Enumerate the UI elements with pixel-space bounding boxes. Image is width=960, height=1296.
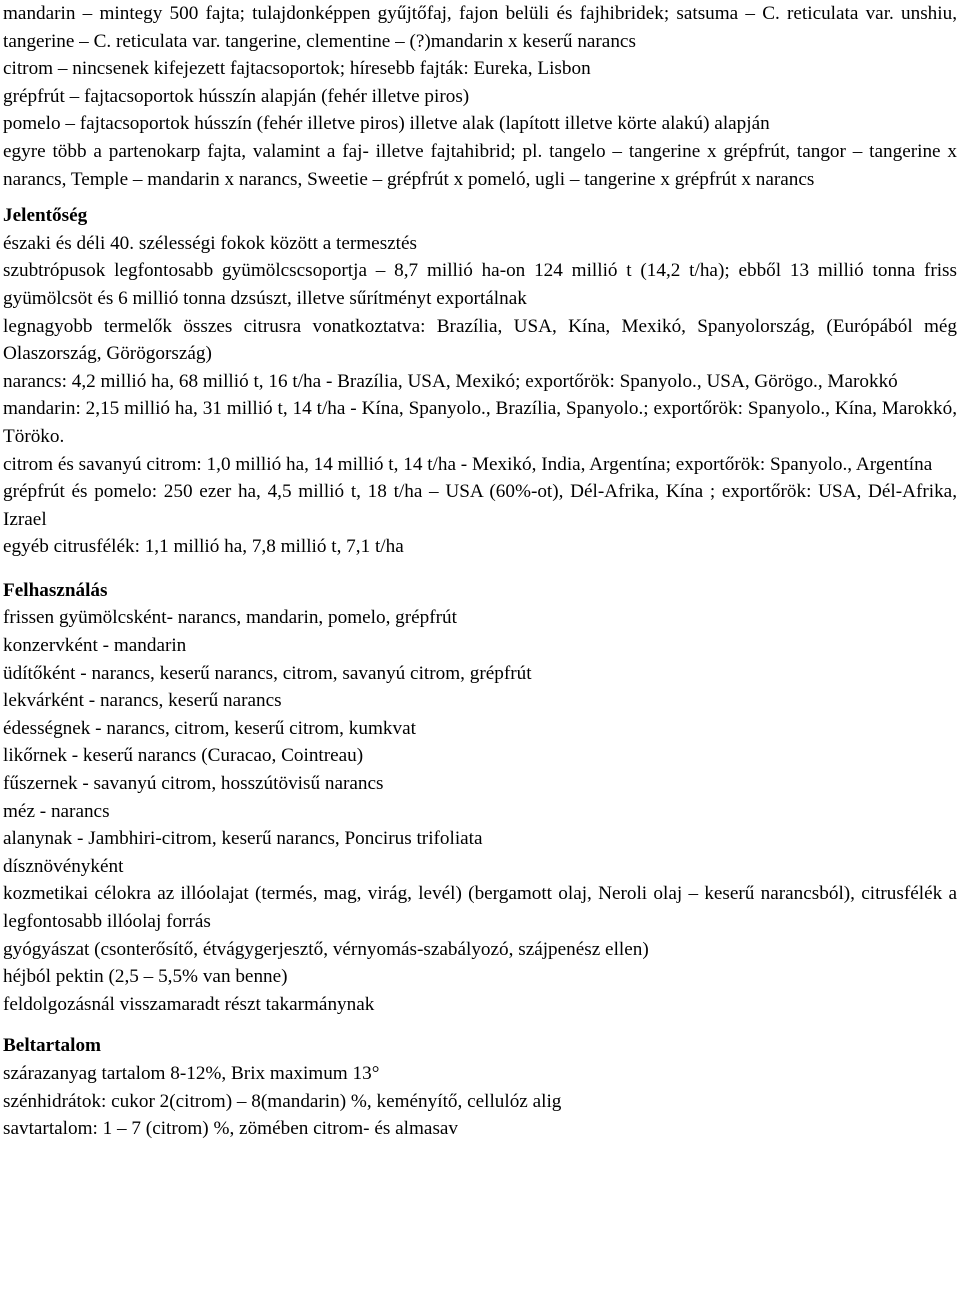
paragraph-egyeb-stats: egyéb citrusfélék: 1,1 millió ha, 7,8 millió t, 7,1 t/ha (3, 536, 404, 558)
paragraph-producers: legnagyobb termelők összes citrusra vonatkoztatva: Brazília, USA, Kína, Mexikó, Spanyolország, (Európából még Olaszország, Görögország) (3, 315, 957, 365)
usage-line: feldolgozásnál visszamaradt részt takarmánynak (3, 993, 375, 1015)
section-felhasznalas (3, 577, 957, 1019)
heading-beltartalom: Beltartalom (3, 1035, 102, 1057)
usage-line: fűszernek - savanyú citrom, hosszútövisű narancs (3, 773, 384, 795)
content-line: savtartalom: 1 – 7 (citrom) %, zömében citrom- és almasav (3, 1118, 459, 1140)
usage-line: méz - narancs (3, 800, 110, 822)
paragraph-citrom: citrom – nincsenek kifejezett fajtacsoportok; híresebb fajták: Eureka, Lisbon (3, 58, 591, 80)
paragraph-subtropics: szubtrópusok legfontosabb gyümölcscsoportja – 8,7 millió ha-on 124 millió t (14,2 t/ha); ebből 13 millió tonna friss gyümölcsöt és 6 millió tonna dzsúszt, illetve sűrítményt exportálnak (3, 260, 957, 309)
content-line: szénhidrátok: cukor 2(citrom) – 8(mandarin) %, keményítő, cellulóz alig (3, 1090, 562, 1112)
paragraph-narancs-stats: narancs: 4,2 millió ha, 68 millió t, 16 t/ha - Brazília, USA, Mexikó; exportőrök: Spanyolo., USA, Görögo., Marokkó (3, 370, 898, 392)
paragraph-grepfrut-stats: grépfrút és pomelo: 250 ezer ha, 4,5 millió t, 18 t/ha – USA (60%-ot), Dél-Afrika, Kína ; exportőrök: USA, Dél-Afrika, Izrael (3, 481, 957, 530)
usage-line: édességnek - narancs, citrom, keserű citrom, kumkvat (3, 717, 416, 739)
usage-line: alanynak - Jambhiri-citrom, keserű narancs, Poncirus trifoliata (3, 828, 483, 850)
paragraph-pomelo: pomelo – fajtacsoportok hússzín (fehér illetve piros) illetve alak (lapított illetve körte alakú) alapján (3, 113, 770, 135)
usage-line: lekvárként - narancs, keserű narancs (3, 690, 282, 712)
paragraph-grepfrut: grépfrút – fajtacsoportok hússzín alapján (fehér illetve piros) (3, 85, 470, 107)
varieties-section (3, 0, 957, 193)
usage-line: kozmetikai célokra az illóolajat (termés, mag, virág, levél) (bergamott olaj, Neroli olaj – keserű narancsból), citrusfélék a legfontosabb illóolaj forrás (3, 883, 957, 932)
paragraph-latitude: északi és déli 40. szélességi fokok között a termesztés (3, 232, 417, 254)
paragraph-mandarin: mandarin – mintegy 500 fajta; tulajdonképpen gyűjtőfaj, fajon belüli és fajhibridek; satsuma – C. reticulata var. unshiu, tangerine – C. reticulata var. tangerine, clementine – (?)mandarin x keserű narancs (3, 3, 957, 52)
usage-line: likőrnek - keserű narancs (Curacao, Cointreau) (3, 745, 364, 767)
usage-line: dísznövényként (3, 855, 124, 877)
content-line: szárazanyag tartalom 8-12%, Brix maximum 13° (3, 1062, 380, 1084)
usage-line: konzervként - mandarin (3, 635, 187, 657)
paragraph-mandarin-stats: mandarin: 2,15 millió ha, 31 millió t, 14 t/ha - Kína, Spanyolo., Brazília, Spanyolo.; exportőrök: Spanyolo., Kína, Marokkó, Töröko. (3, 398, 957, 447)
section-beltartalom (3, 1032, 957, 1142)
paragraph-hybrids: egyre több a partenokarp fajta, valamint a faj- illetve fajtahibrid; pl. tangelo – tangerine x grépfrút, tangor – tangerine x narancs, Temple – mandarin x narancs, Sweetie – grépfrút x pomeló, ugli – tangerine x grépfrút x narancs (3, 140, 957, 190)
heading-felhasznalas: Felhasználás (3, 579, 108, 601)
usage-line: frissen gyümölcsként- narancs, mandarin, pomelo, grépfrút (3, 607, 457, 629)
paragraph-citrom-stats: citrom és savanyú citrom: 1,0 millió ha, 14 millió t, 14 t/ha - Mexikó, India, Argentína; exportőrök: Spanyolo., Argentína (3, 453, 933, 475)
section-jelentoseg (3, 202, 957, 561)
usage-line: gyógyászat (csonterősítő, étvágygerjesztő, vérnyomás-szabályozó, szájpenész ellen) (3, 938, 649, 960)
usage-line: üdítőként - narancs, keserű narancs, citrom, savanyú citrom, grépfrút (3, 662, 532, 684)
heading-jelentoseg: Jelentőség (3, 205, 88, 227)
usage-line: héjból pektin (2,5 – 5,5% van benne) (3, 966, 288, 988)
